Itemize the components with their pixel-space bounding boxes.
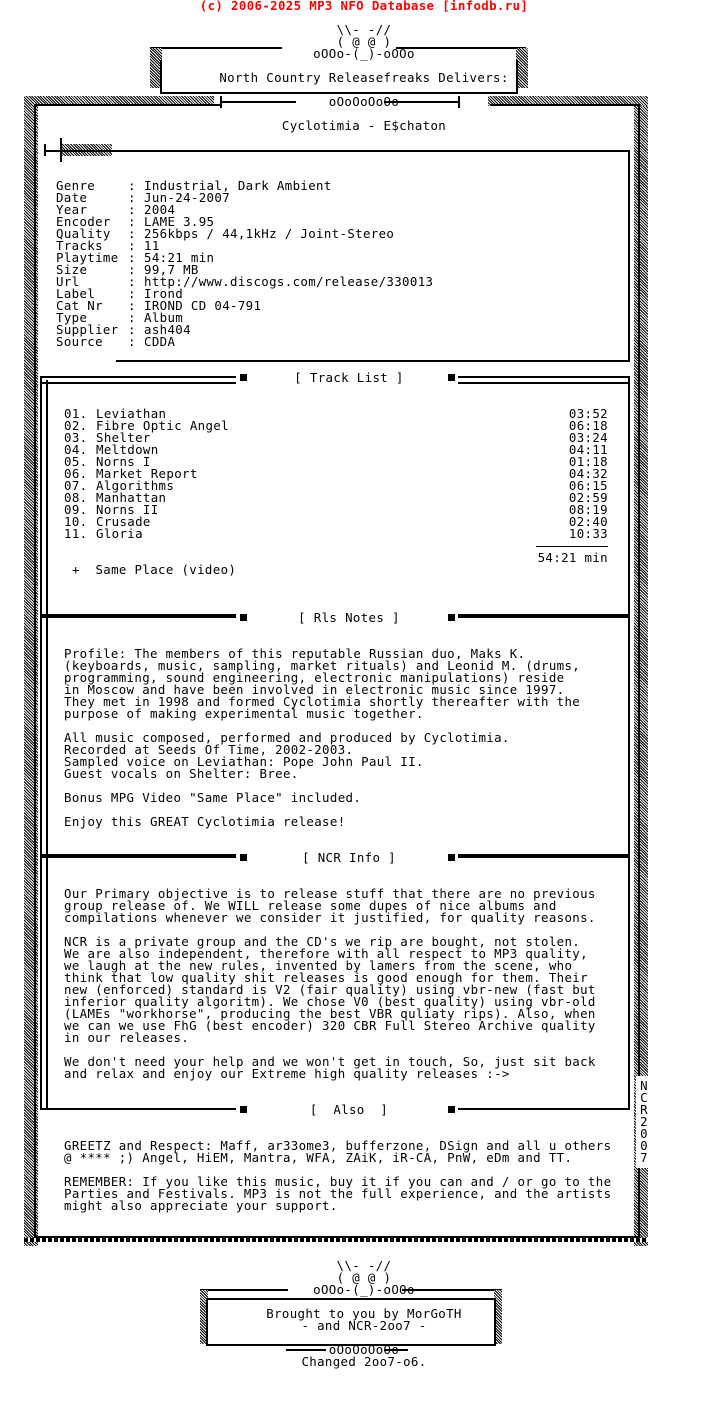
ncr-line: think that low quality shit releases is good enough for them. Their [64,970,588,985]
footer-face-hair: \\- -// [336,1258,392,1273]
notes-line: Enjoy this GREAT Cyclotimia release! [64,814,346,829]
ncr-line: we laugh at the new rules, invented by lamers from the scene, who [64,958,573,973]
info-separator: : [128,334,136,349]
info-value: Industrial, Dark Ambient [144,178,332,193]
track-number: 03. [64,430,88,445]
notes-line: Guest vocals on Shelter: Bree. [64,766,299,781]
info-value: Jun-24-2007 [144,190,231,205]
side-tag-char: 0 [640,1126,648,1141]
ascii-face-eyes: ( @ @ ) [336,34,392,49]
info-value: CDDA [144,334,176,349]
info-separator: : [128,214,136,229]
info-separator: : [128,298,136,313]
ncr-line: inferior quality algoritm). We chose V0 (best quality) using vbr-old [64,994,596,1009]
side-tag-char: 7 [640,1150,648,1165]
frame-bottom-dots [24,1238,648,1242]
info-separator: : [128,226,136,241]
info-cap [60,138,62,162]
track-number: 02. [64,418,88,433]
info-value: 11 [144,238,160,253]
ascii-face-hair: \\- -// [336,22,392,37]
track-time: 04:11 [568,442,608,457]
heading-diamond [240,1106,247,1113]
track-time: 03:24 [568,430,608,445]
track-time: 06:18 [568,418,608,433]
ncr-line: new (enforced) standard is V2 (fair quality) using vbr-new (fast but [64,982,596,997]
notes-line: in Moscow and have been involved in electronic music since 1997. [64,682,565,697]
track-number: 08. [64,490,88,505]
site-header: (c) 2006-2025 MP3 NFO Database [infodb.ru] [199,0,529,13]
total-playtime: 54:21 min [537,550,608,565]
info-separator: : [128,250,136,265]
info-separator: : [128,322,136,337]
info-value: 256kbps / 44,1kHz / Joint-Stereo [144,226,395,241]
info-key: Genre [56,178,96,193]
footer-face-eyes: ( @ @ ) [336,1270,392,1285]
section-heading-tracklist: [ Track List ] [294,370,404,385]
heading-diamond [448,1106,455,1113]
info-separator: : [128,202,136,217]
side-tag-char: 0 [640,1138,648,1153]
info-value: LAME 3.95 [144,214,215,229]
info-value: 54:21 min [144,250,215,265]
also-line: REMEMBER: If you like this music, buy it if you can and / or go to the [64,1174,612,1189]
info-key: Supplier [56,322,119,337]
info-cap [44,144,46,156]
track-time: 01:18 [568,454,608,469]
track-time: 06:15 [568,478,608,493]
info-value: Irond [144,286,184,301]
ncr-line: NCR is a private group and the CD's we rip are bought, not stolen. [64,934,581,949]
side-tag-char: N [640,1078,648,1093]
heading-diamond [448,854,455,861]
track-title: Gloria [96,526,143,541]
notes-line: Profile: The members of this reputable Russian duo, Maks K. [64,646,526,661]
track-title: Norns II [96,502,159,517]
track-title: Market Report [96,466,198,481]
notes-line: programming, sound engineering, electronic manipulations) reside [64,670,565,685]
banner-ornament: oOoOoOoOo [328,94,400,109]
banner-text: North Country Releasefreaks Delivers: [219,70,509,85]
footer-group: - and NCR-2oo7 - [301,1318,427,1333]
ncr-line: We don't need your help and we won't get in touch, So, just sit back [64,1054,596,1069]
track-title: Manhattan [96,490,167,505]
info-rule [44,150,116,152]
ncr-line: Our Primary objective is to release stuff that there are no previous [64,886,596,901]
ncr-line: in our releases. [64,1030,190,1045]
track-title: Meltdown [96,442,159,457]
notes-line: Sampled voice on Leviathan: Pope John Paul II. [64,754,424,769]
footer-credit: Brought to you by MorGoTH [266,1306,462,1321]
notes-line: They met in 1998 and formed Cyclotimia shortly thereafter with the [64,694,581,709]
side-tag-char: R [640,1102,648,1117]
track-time: 02:40 [568,514,608,529]
footer-face-mouth: oOOo-(_)-oOOo [313,1282,415,1297]
also-line: might also appreciate your support. [64,1198,338,1213]
info-separator: : [128,286,136,301]
info-key: Tracks [56,238,103,253]
section-heading-notes: [ Rls Notes ] [298,610,400,625]
notes-line: Recorded at Seeds Of Time, 2002-2003. [64,742,354,757]
info-key: Encoder [56,214,111,229]
heading-diamond [240,374,247,381]
notes-line: purpose of making experimental music together. [64,706,424,721]
ncr-line: we can we use FhG (best encoder) 320 CBR Full Stereo Archive quality [64,1018,596,1033]
track-time: 04:32 [568,466,608,481]
track-number: 04. [64,442,88,457]
track-number: 10. [64,514,88,529]
info-value: 2004 [144,202,176,217]
ncr-line: and relax and enjoy our Extreme high quality releases :-> [64,1066,510,1081]
track-number: 01. [64,406,88,421]
track-title: Fibre Optic Angel [96,418,229,433]
track-title: Crusade [96,514,151,529]
section-heading-also: [ Also ] [309,1102,389,1117]
also-line: GREETZ and Respect: Maff, ar33ome3, bufferzone, DSign and all u others [64,1138,612,1153]
notes-line: All music composed, performed and produced by Cyclotimia. [64,730,510,745]
track-number: 11. [64,526,88,541]
track-time: 10:33 [568,526,608,541]
heading-diamond [240,854,247,861]
info-separator: : [128,178,136,193]
info-key: Date [56,190,88,205]
bonus-track: + Same Place (video) [72,562,237,577]
footer-ornament: oOoOoOoOo [328,1342,400,1357]
info-key: Source [56,334,103,349]
track-title: Leviathan [96,406,167,421]
tracklist-inner-line [46,380,48,616]
total-rule [536,546,608,547]
info-separator: : [128,310,136,325]
heading-diamond [448,374,455,381]
ascii-face-mouth: oOOo-(_)-oOOo [313,46,415,61]
side-tag-char: C [640,1090,648,1105]
info-key: Playtime [56,250,119,265]
track-number: 06. [64,466,88,481]
info-value: Album [144,310,184,325]
heading-diamond [240,614,247,621]
notes-inner-line [46,616,48,856]
info-key: Quality [56,226,111,241]
info-separator: : [128,190,136,205]
also-line: @ **** ;) Angel, HiEM, Mantra, WFA, ZAiK, iR-CA, PnW, eDm and TT. [64,1150,573,1165]
track-number: 05. [64,454,88,469]
info-separator: : [128,274,136,289]
notes-line: Bonus MPG Video "Same Place" included. [64,790,362,805]
track-title: Algorithms [96,478,175,493]
release-title: Cyclotimia - E$chaton [281,118,447,133]
ncr-line: We are also independent, therefore with all respect to MP3 quality, [64,946,588,961]
also-line: Parties and Festivals. MP3 is not the full experience, and the artists [64,1186,612,1201]
info-key: Size [56,262,88,277]
info-value: ash404 [144,322,191,337]
track-title: Shelter [96,430,151,445]
track-time: 03:52 [568,406,608,421]
side-tag-char: 2 [640,1114,648,1129]
footer-changed: Changed 2oo7-o6. [301,1354,427,1369]
section-heading-ncr: [ NCR Info ] [302,850,396,865]
ncr-inner-line [46,856,48,1110]
track-time: 02:59 [568,490,608,505]
info-value: http://www.discogs.com/release/330013 [144,274,434,289]
track-time: 08:19 [568,502,608,517]
heading-diamond [448,614,455,621]
info-separator: : [128,262,136,277]
info-key: Label [56,286,96,301]
ncr-line: group release of. We WILL release some dupes of nice albums and [64,898,557,913]
info-separator: : [128,238,136,253]
ncr-line: compilations whenever we consider it justified, for quality reasons. [64,910,596,925]
info-value: IROND CD 04-791 [144,298,262,313]
info-value: 99,7 MB [144,262,199,277]
track-title: Norns I [96,454,151,469]
notes-line: (keyboards, music, sampling, market rituals) and Leonid M. (drums, [64,658,581,673]
info-key: Cat Nr [56,298,103,313]
info-key: Type [56,310,88,325]
track-number: 09. [64,502,88,517]
track-number: 07. [64,478,88,493]
info-key: Url [56,274,80,289]
info-key: Year [56,202,88,217]
ncr-line: (LAMEs "workhorse", producing the best VBR quliaty rips). Also, when [64,1006,596,1021]
